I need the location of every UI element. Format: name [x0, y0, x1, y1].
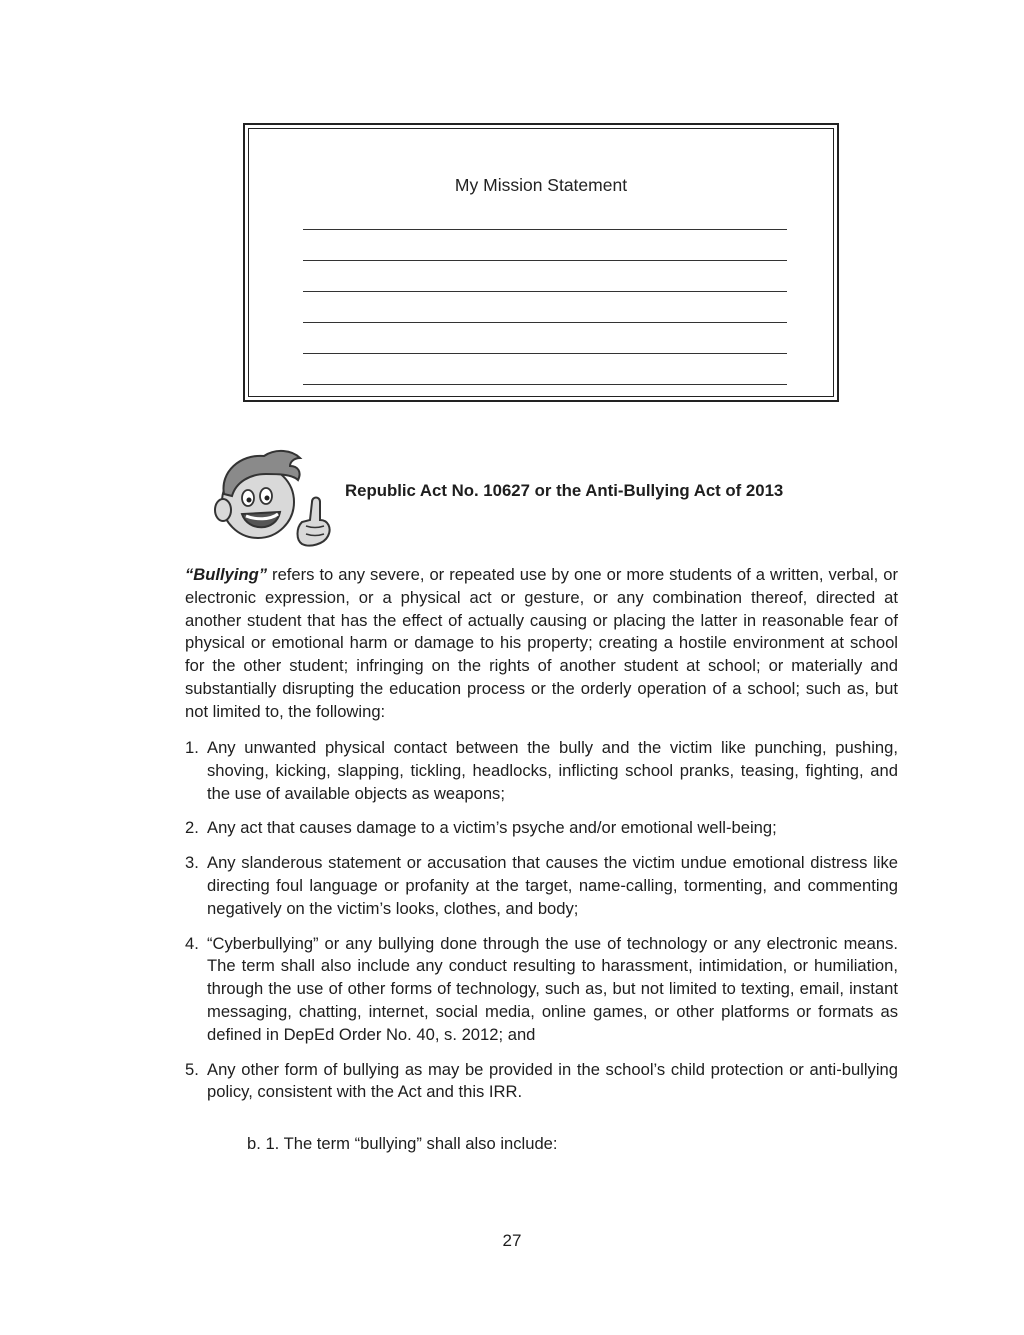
list-item-text: Any act that causes damage to a victim’s psyche and/or emotional well-being; — [207, 818, 777, 838]
defined-term: “Bullying” — [185, 565, 268, 584]
list-item-number: 2. — [185, 818, 199, 838]
writing-line — [303, 260, 787, 261]
list-item-number: 3. — [185, 853, 199, 873]
writing-line — [303, 384, 787, 385]
list-item-text: Any slanderous statement or accusation that causes the victim undue emotional distress like directing foul language or profanity at the target, name-calling, tormenting, and commenting negatively on the victim’s looks, clothes, and body; — [207, 853, 898, 918]
bullying-definition-paragraph — [185, 564, 898, 724]
list-item — [185, 737, 898, 805]
mission-statement-inner-border — [248, 128, 834, 397]
page-number: 27 — [502, 1231, 522, 1250]
list-item-text: Any unwanted physical contact between the bully and the victim like punching, pushing, shoving, kicking, slapping, tickling, headlocks, inflicting school pranks, teasing, fighting, and the use of available objects as weapons; — [207, 738, 898, 803]
list-item — [185, 933, 898, 1047]
writing-line — [303, 229, 787, 230]
sub-item-heading: b. 1. The term “bullying” shall also include: — [247, 1134, 558, 1153]
list-item-text: Any other form of bullying as may be provided in the school’s child protection or anti-bullying policy, consistent with the Act and this IRR. — [207, 1059, 898, 1102]
mission-statement-box — [243, 123, 839, 402]
list-item-number: 1. — [185, 738, 199, 757]
section-heading: Republic Act No. 10627 or the Anti-Bullying Act of 2013 — [345, 481, 784, 500]
list-item-number: 4. — [185, 933, 199, 953]
list-item-text: “Cyberbullying” or any bullying done through the use of technology or any electronic means. The term shall also include any conduct resulting to harassment, intimidation, or humiliation, through the use of other forms of technology, such as, but not limited to texting, email, instant messaging, chatting, internet, social media, online games, or other platforms or formats as defined in DepEd Order No. 40, s. 2012; and — [207, 933, 898, 1044]
definition-text: refers to any severe, or repeated use by one or more students of a written, verbal, or electronic expression, or a physical act or gesture, or any combination thereof, directed at another student that has the effect of actually causing or placing the latter in reasonable fear of physical or emotional harm or damage to his property; creating a hostile environment at school for the other student; infringing on the rights of another student at school; or materially and substantially disrupting the education process or the orderly operation of a school; such as, but not limited to, the following: — [185, 565, 898, 721]
mission-writing-lines — [303, 229, 787, 415]
list-item-number: 5. — [185, 1059, 199, 1079]
list-item — [185, 817, 898, 840]
mission-statement-title: My Mission Statement — [454, 175, 628, 195]
list-item — [185, 1059, 898, 1105]
writing-line — [303, 353, 787, 354]
writing-line — [303, 291, 787, 292]
list-item — [185, 852, 898, 920]
bullying-forms-list — [185, 737, 898, 1116]
cartoon-boy-pointing-icon — [206, 444, 338, 548]
writing-line — [303, 322, 787, 323]
